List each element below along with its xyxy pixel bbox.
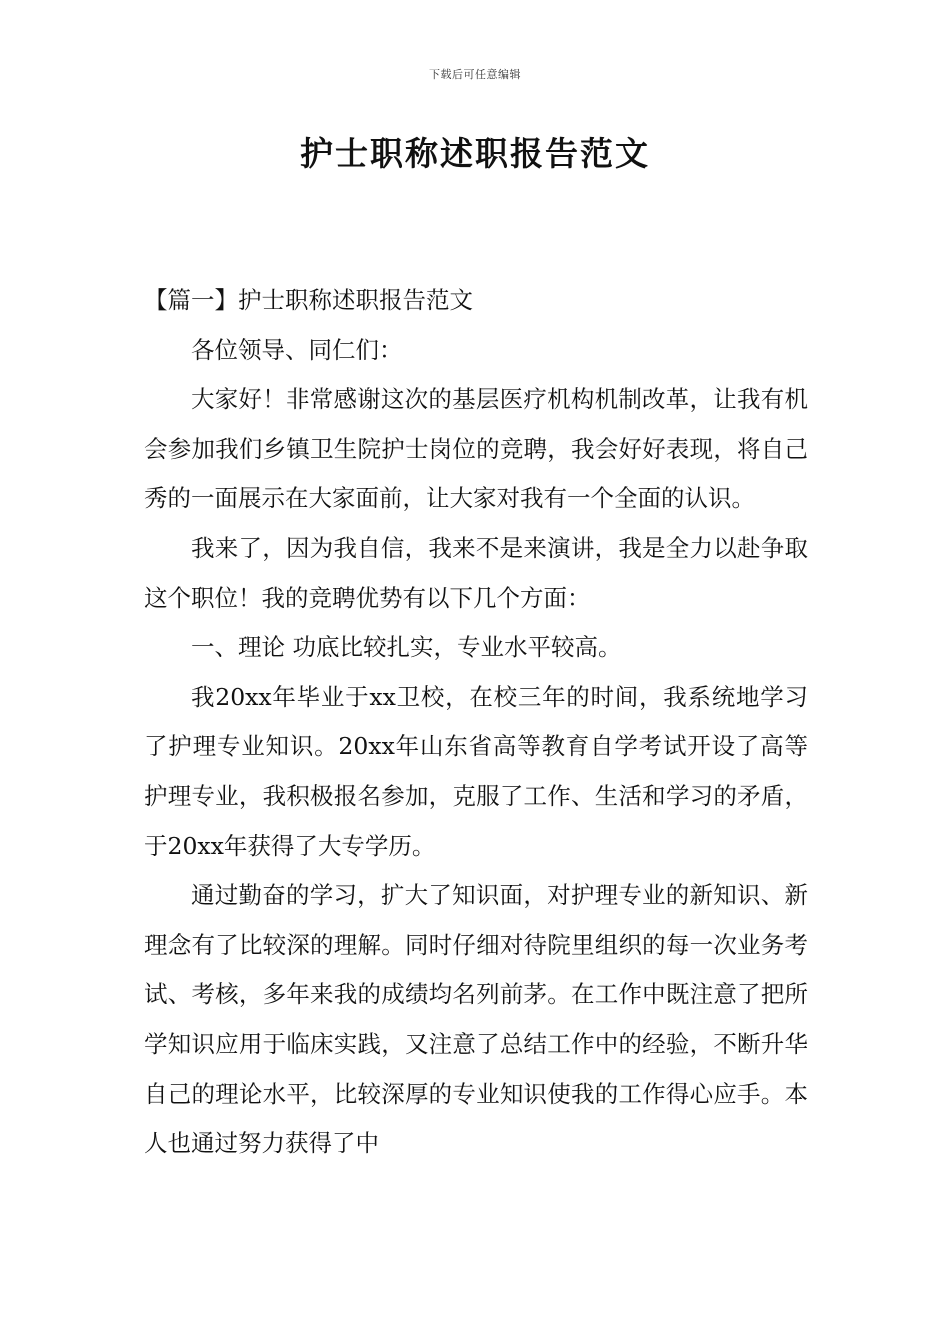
salutation-paragraph: 各位领导、同仁们： [191, 335, 403, 364]
body-paragraph: 我来了，因为我自信，我来不是来演讲，我是全力以赴争取这个职位！我的竞聘优势有以下几个方面： [144, 533, 808, 612]
document-body [144, 276, 808, 1169]
body-paragraph: 通过勤奋的学习，扩大了知识面，对护理专业的新知识、新理念有了比较深的理解。同时仔细对待院里组织的每一次业务考试、考核，多年来我的成绩均名列前茅。在工作中既注意了把所学知识应用于临床实践，又注意了总结工作中的经验，不断升华自己的理论水平，比较深厚的专业知识使我的工作得心应手。本人也通过努力获得了中 [144, 881, 808, 1158]
body-paragraph: 大家好！非常感谢这次的基层医疗机构机制改革，让我有机会参加我们乡镇卫生院护士岗位的竞聘，我会好好表现，将自己秀的一面展示在大家面前，让大家对我有一个全面的认识。 [144, 385, 808, 513]
subheading-paragraph: 一、理论 功底比较扎实，专业水平较高。 [191, 633, 622, 662]
header-note: 下载后可任意编辑 [429, 68, 521, 81]
body-paragraph: 我20xx年毕业于xx卫校，在校三年的时间，我系统地学习了护理专业知识。20xx年山东省高等教育自学考试开设了高等护理专业，我积极报名参加，克服了工作、生活和学习的矛盾，于20xx年获得了大专学历。 [144, 682, 808, 860]
section-heading: 【篇一】护士职称述职报告范文 [144, 286, 473, 314]
document-title: 护士职称述职报告范文 [300, 134, 650, 173]
